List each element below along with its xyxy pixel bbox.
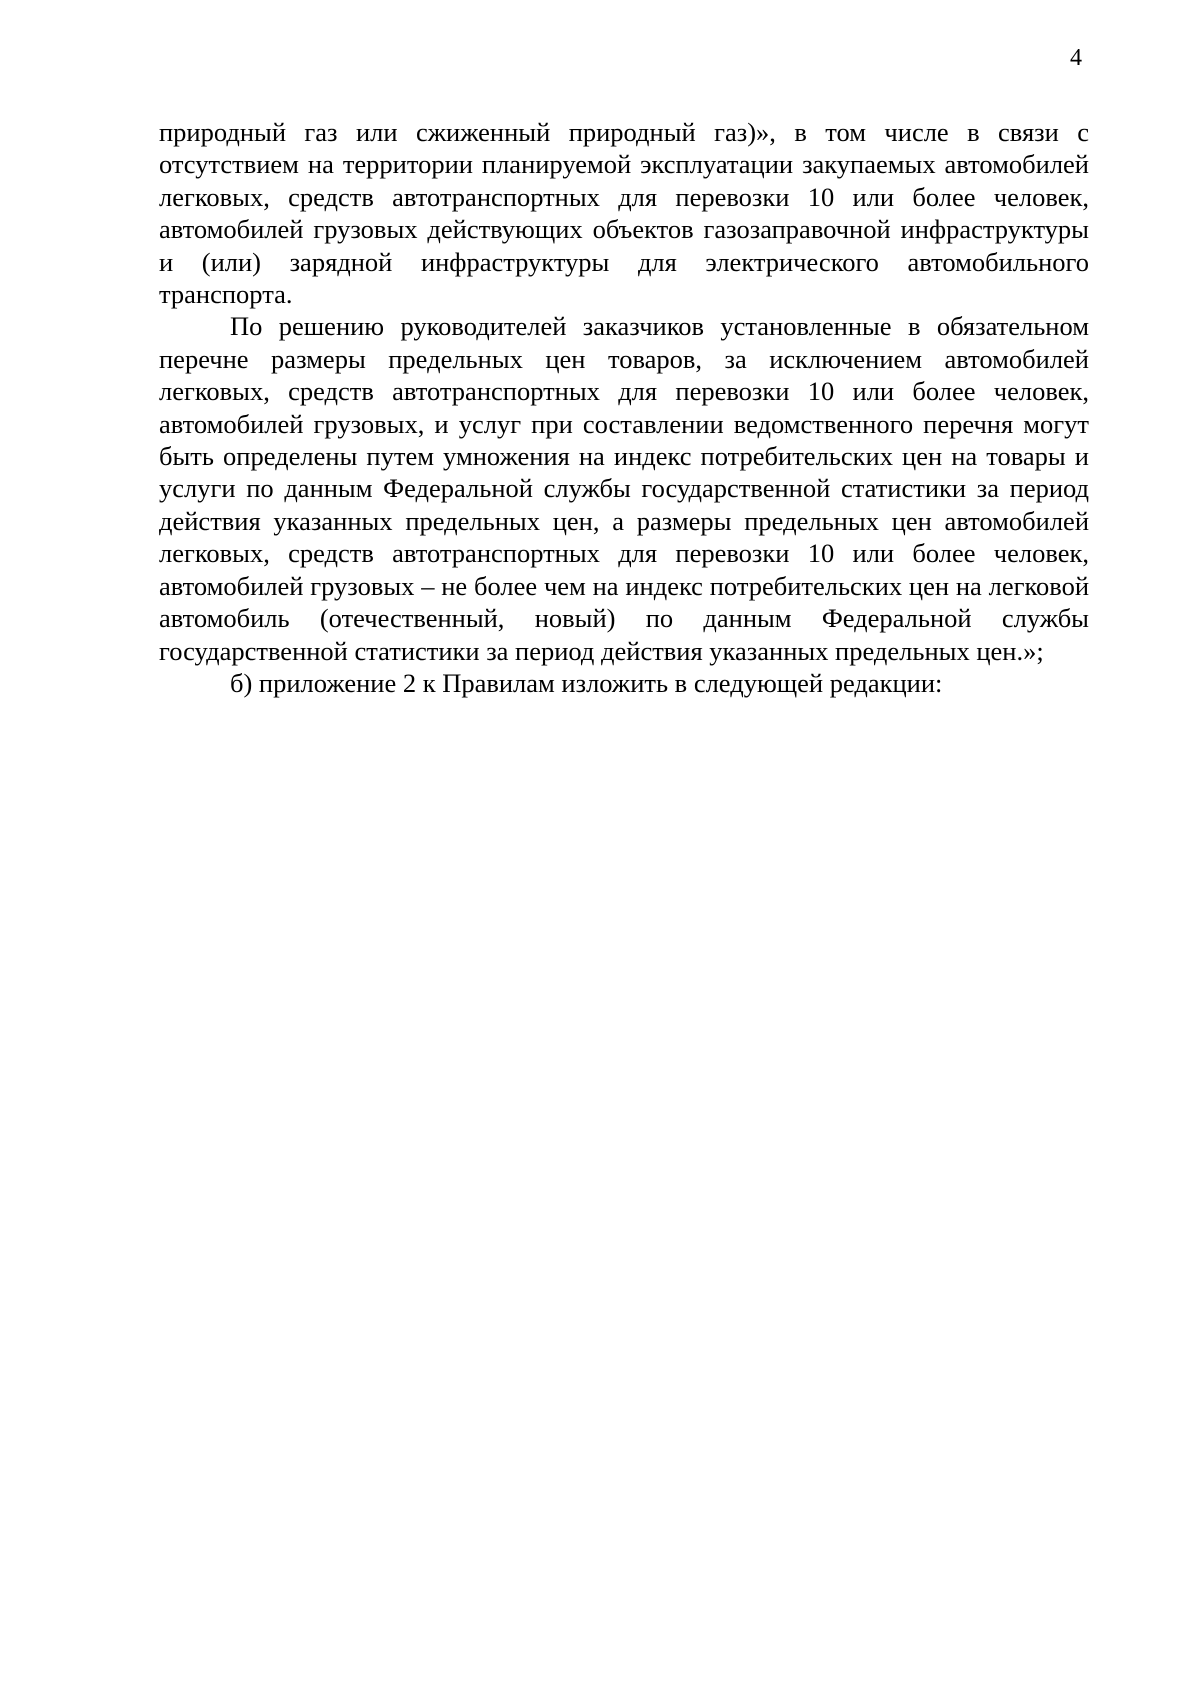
paragraph-continuation: природный газ или сжиженный природный газ)», в том числе в связи с отсутствием на территории планируемой эксплуатации закупаемых автомобилей легковых, средств автотранспортных для перевозки 10 или более человек, автомобилей грузовых действующих объектов газозаправочной инфраструктуры и (или) зарядной инфраструктуры для электрического автомобильного транспорта. — [159, 117, 1089, 310]
paragraph-price-indexation: По решению руководителей заказчиков установленные в обязательном перечне размеры предельных цен товаров, за исключением автомобилей легковых, средств автотранспортных для перевозки 10 или более человек, автомобилей грузовых, и услуг при составлении ведомственного перечня могут быть определены путем умножения на индекс потребительских цен на товары и услуги по данным Федеральной службы государственной статистики за период действия указанных предельных цен, а размеры предельных цен автомобилей легковых, средств автотранспортных для перевозки 10 или более человек, автомобилей грузовых – не более чем на индекс потребительских цен на легковой автомобиль (отечественный, новый) по данным Федеральной службы государственной статистики за период действия указанных предельных цен.»; — [159, 311, 1089, 666]
page-number: 4 — [1070, 45, 1082, 71]
document-body — [159, 116, 1089, 699]
paragraph-amendment-b: б) приложение 2 к Правилам изложить в следующей редакции: — [230, 667, 943, 698]
